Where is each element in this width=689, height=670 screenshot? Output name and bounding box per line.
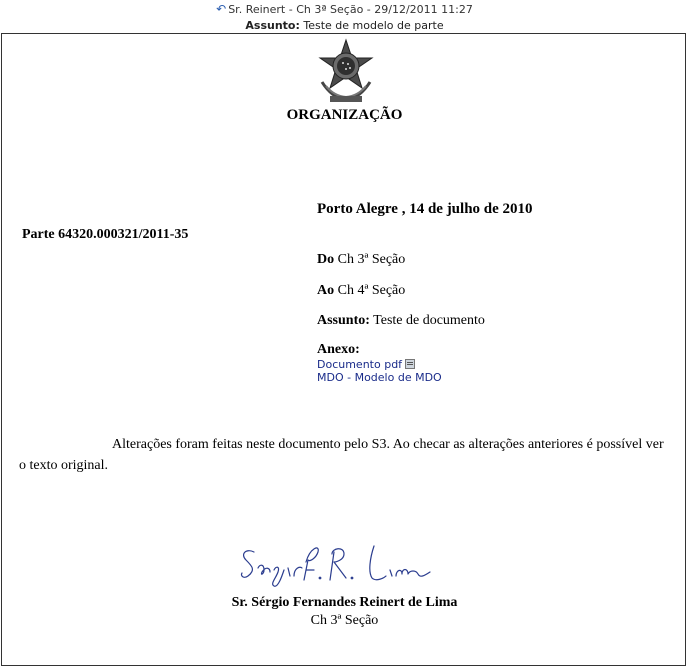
- from-label: Do: [317, 252, 335, 267]
- subject-field: [317, 313, 485, 329]
- subject-label: Assunto:: [317, 313, 370, 328]
- to-label: Ao: [317, 283, 335, 298]
- attachment-link-pdf[interactable]: [317, 358, 415, 371]
- body-text: Alterações foram feitas neste documento pelo S3. Ao checar as alterações anteriores é possível ver o texto original.: [19, 437, 664, 473]
- attachment-link-label: Documento pdf: [317, 358, 403, 371]
- subject-value: Teste de documento: [369, 313, 485, 328]
- to-value: Ch 4ª Seção: [334, 283, 406, 298]
- header-meta-text: Sr. Reinert - Ch 3ª Seção - 29/12/2011 11:27: [228, 3, 473, 16]
- document-header-subject: [0, 19, 689, 32]
- date-line: Porto Alegre , 14 de julho de 2010: [317, 201, 533, 217]
- handwritten-signature: [234, 538, 444, 588]
- attachment-link-mdo[interactable]: [317, 371, 442, 384]
- header-subject-label: Assunto:: [245, 19, 300, 32]
- signer-name: Sr. Sérgio Fernandes Reinert de Lima: [231, 595, 458, 610]
- file-icon[interactable]: [405, 359, 415, 369]
- from-field: [317, 252, 405, 268]
- national-coat-of-arms-icon: [312, 38, 380, 106]
- header-subject-value: Teste de modelo de parte: [299, 19, 444, 32]
- organization-title: ORGANIZAÇÃO: [286, 107, 403, 123]
- reply-arrow-icon[interactable]: ↶: [216, 2, 227, 16]
- from-value: Ch 3ª Seção: [334, 252, 406, 267]
- document-header-meta: [0, 2, 689, 16]
- attachments-label: Anexo:: [317, 342, 360, 357]
- parte-number: Parte 64320.000321/2011-35: [22, 227, 189, 242]
- body-paragraph: [19, 434, 669, 476]
- attachment-link-label: MDO - Modelo de MDO: [317, 371, 442, 384]
- signer-role: Ch 3ª Seção: [310, 613, 379, 628]
- to-field: [317, 283, 405, 299]
